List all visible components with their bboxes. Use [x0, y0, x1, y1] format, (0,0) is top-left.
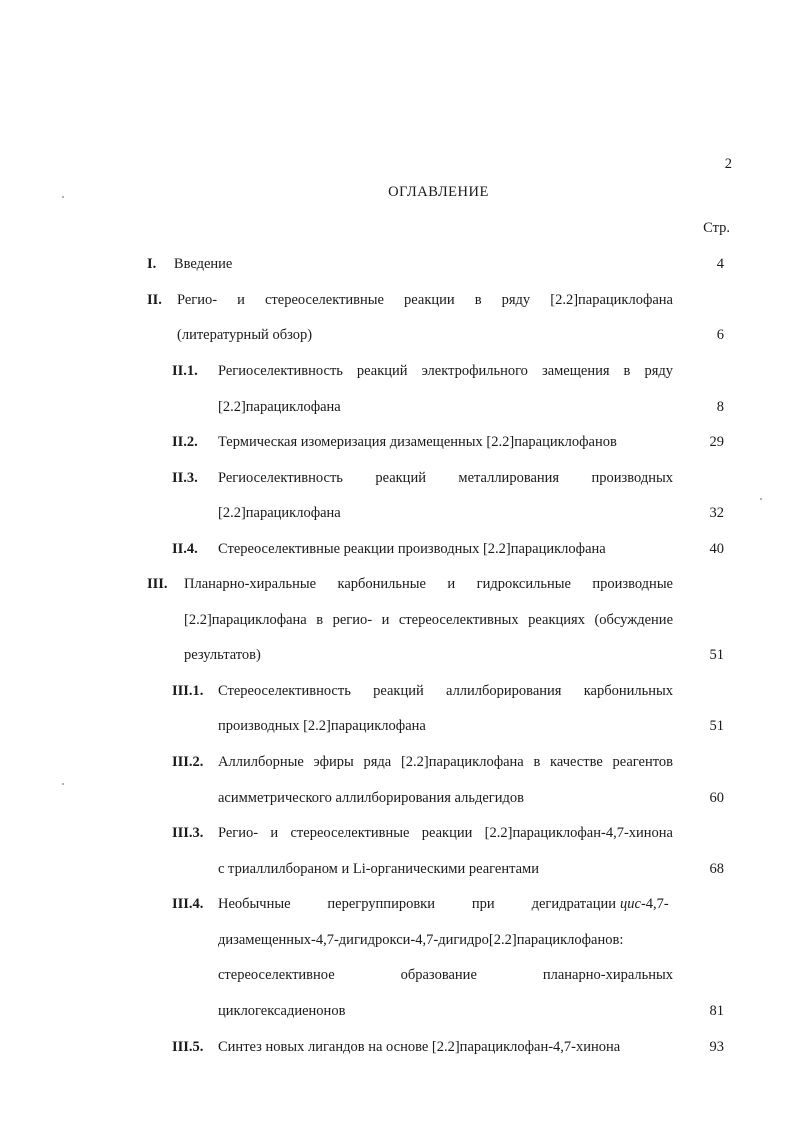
page-column-label: Стр.	[703, 220, 730, 236]
toc-entry-page: 4	[716, 256, 724, 272]
toc-entry-title-line: Регио- и стереоселективные реакции в ряду [2.2]парациклофана	[177, 292, 673, 308]
toc-entry-page: 6	[716, 327, 724, 343]
toc-entry-number: III.5.	[172, 1039, 204, 1055]
toc-entry-number: II.1.	[172, 363, 198, 379]
toc-entry-title-line: результатов)	[184, 647, 261, 663]
toc-entry-title-line: Необычные перегруппировки при дегидратации	[218, 896, 616, 912]
toc-entry-page: 29	[709, 434, 724, 450]
toc-entry-title-line: Региоселективность реакций металлирования производных	[218, 470, 673, 486]
toc-entry-title-line: асимметрического аллилборирования альдегидов	[218, 790, 524, 806]
toc-entry-title: Введение	[173, 256, 233, 272]
toc-entry-1	[147, 254, 232, 274]
scan-speck	[760, 498, 762, 500]
toc-entry-number: III.3.	[172, 825, 204, 841]
toc-entry-title-line: [2.2]парациклофана	[218, 399, 341, 415]
toc-entry-title-line: Планарно-хиральные карбонильные и гидроксильные производные	[184, 576, 673, 592]
toc-entry-title-line: циклогексадиенонов	[218, 1003, 346, 1019]
toc-entry-title-line: [2.2]парациклофана	[218, 505, 341, 521]
page-number: 2	[724, 156, 732, 172]
toc-entry-title-line: с триаллилбораном и Li-органическими реагентами	[218, 861, 539, 877]
toc-entry-title-line: производных [2.2]парациклофана	[218, 718, 426, 734]
toc-entry-title: Синтез новых лигандов на основе [2.2]парациклофан-4,7-хинона	[218, 1039, 621, 1055]
toc-entry-title-line: дизамещенных-4,7-дигидрокси-4,7-дигидро[2.2]парациклофанов:	[218, 932, 624, 948]
toc-entry-number: III.2.	[172, 754, 204, 770]
toc-entry-page: 51	[709, 647, 724, 663]
toc-entry-page: 68	[709, 861, 724, 877]
toc-entry-page: 60	[709, 790, 724, 806]
toc-entry-title-line: Регио- и стереоселективные реакции [2.2]парациклофан-4,7-хинона	[218, 825, 673, 841]
toc-entry-title-line: Аллилборные эфиры ряда [2.2]парациклофана в качестве реагентов	[218, 754, 673, 770]
toc-entry-title-line: Региоселективность реакций электрофильного замещения в ряду	[218, 363, 673, 379]
toc-entry-number: II.3.	[172, 470, 198, 486]
scan-speck	[62, 783, 64, 785]
toc-entry-title-line: Стереоселективность реакций аллилборирования карбонильных	[218, 683, 673, 699]
page-title: ОГЛАВЛЕНИЕ	[388, 184, 489, 200]
toc-entry-number: III.	[147, 576, 168, 592]
toc-entry-page: 8	[716, 399, 724, 415]
toc-entry-title: Термическая изомеризация дизамещенных [2.2]парациклофанов	[218, 434, 617, 450]
toc-entry-page: 32	[709, 505, 724, 521]
toc-entry-number: II.2.	[172, 434, 198, 450]
toc-entry-title-line: (литературный обзор)	[177, 327, 313, 343]
toc-entry-page: 93	[709, 1039, 724, 1055]
scan-speck	[62, 196, 64, 198]
toc-entry-number: II.	[147, 292, 162, 308]
toc-entry-number: II.4.	[172, 541, 198, 557]
toc-entry-title-line: стереоселективное образование планарно-хиральных	[218, 967, 673, 983]
toc-entry-title-line: [2.2]парациклофана в регио- и стереоселективных реакциях (обсуждение	[184, 612, 673, 628]
toc-entry-number: I.	[147, 256, 157, 272]
toc-entry-number: III.1.	[172, 683, 204, 699]
toc-entry-page: 81	[709, 1003, 724, 1019]
toc-entry-number: III.4.	[172, 896, 204, 912]
toc-entry-page: 51	[709, 718, 724, 734]
toc-entry-page: 40	[709, 541, 724, 557]
toc-entry-title-line: цис-4,7-	[620, 896, 669, 912]
toc-entry-title: Стереоселективные реакции производных [2.2]парациклофана	[218, 541, 606, 557]
